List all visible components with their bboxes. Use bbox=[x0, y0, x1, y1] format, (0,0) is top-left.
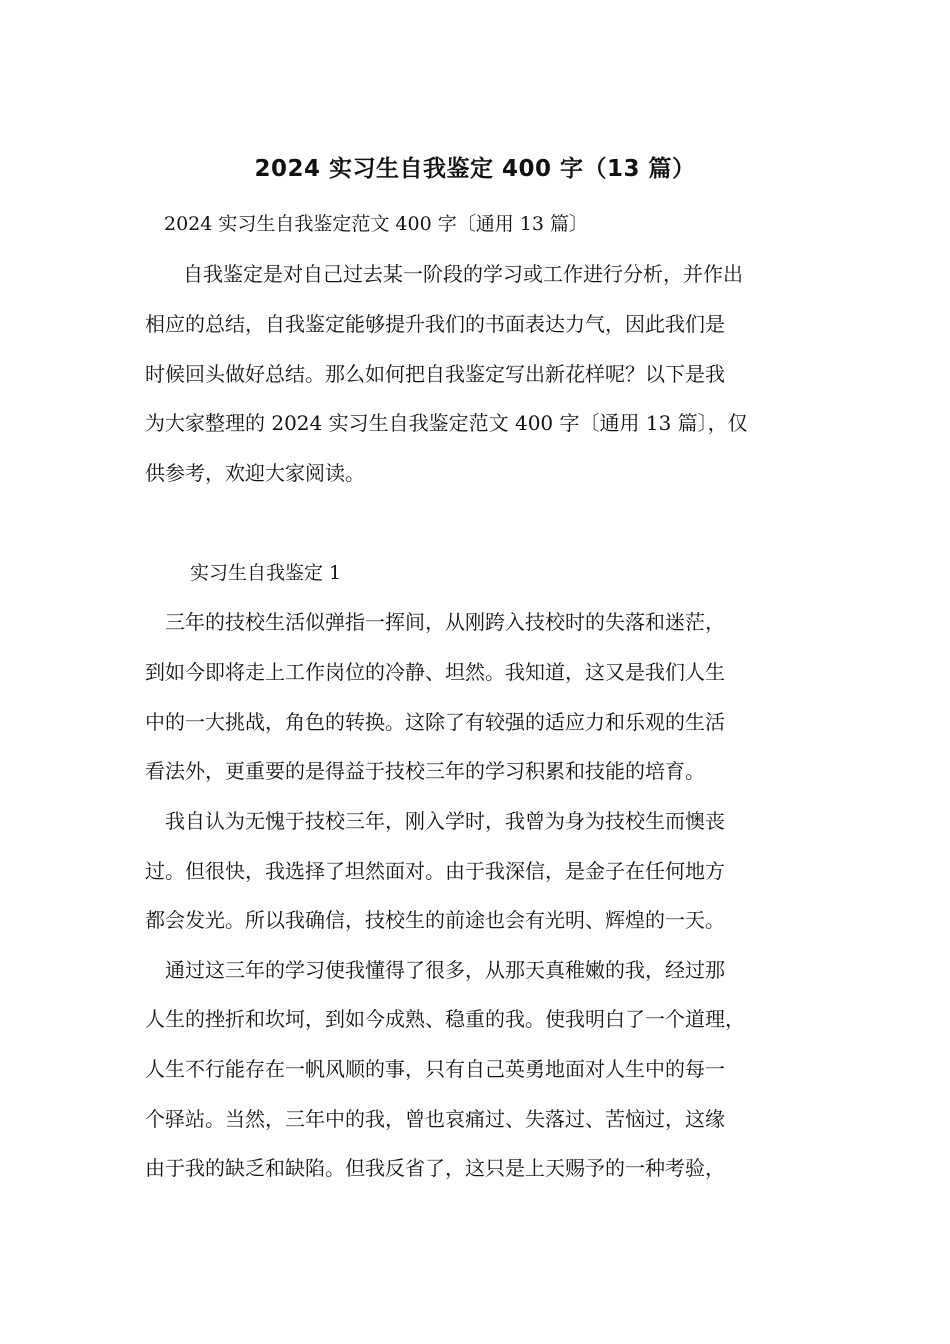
text-line: 由于我的缺乏和缺陷。但我反省了，这只是上天赐予的一种考验， bbox=[145, 1156, 725, 1180]
text-line: 相应的总结，自我鉴定能够提升我们的书面表达力气，因此我们是 bbox=[145, 312, 725, 336]
text-line: 到如今即将走上工作岗位的冷静、坦然。我知道，这又是我们人生 bbox=[145, 660, 725, 684]
text-line: 为大家整理的 2024 实习生自我鉴定范文 400 字〔通用 13 篇〕，仅 bbox=[145, 411, 748, 435]
text-line: 供参考，欢迎大家阅读。 bbox=[145, 461, 365, 485]
text-line: 中的一大挑战，角色的转换。这除了有较强的适应力和乐观的生活 bbox=[145, 710, 725, 734]
section-heading: 实习生自我鉴定 1 bbox=[190, 562, 342, 584]
text-line: 时候回头做好总结。那么如何把自我鉴定写出新花样呢？以下是我 bbox=[145, 362, 725, 386]
text-line: 三年的技校生活似弹指一挥间，从刚跨入技校时的失落和迷茫， bbox=[165, 610, 725, 634]
text-line: 人生的挫折和坎坷，到如今成熟、稳重的我。使我明白了一个道理， bbox=[145, 1007, 745, 1031]
text-line: 自我鉴定是对自己过去某一阶段的学习或工作进行分析，并作出 bbox=[183, 262, 743, 286]
text-line: 我自认为无愧于技校三年，刚入学时，我曾为身为技校生而懊丧 bbox=[165, 809, 725, 833]
document-subtitle: 2024 实习生自我鉴定范文 400 字〔通用 13 篇〕 bbox=[164, 213, 588, 235]
text-line: 人生不行能存在一帆风顺的事，只有自己英勇地面对人生中的每一 bbox=[145, 1057, 725, 1081]
text-line: 过。但很快，我选择了坦然面对。由于我深信，是金子在任何地方 bbox=[145, 859, 725, 883]
text-line: 都会发光。所以我确信，技校生的前途也会有光明、辉煌的一天。 bbox=[145, 908, 725, 932]
text-line: 通过这三年的学习使我懂得了很多，从那天真稚嫩的我，经过那 bbox=[165, 958, 725, 982]
text-line: 看法外，更重要的是得益于技校三年的学习积累和技能的培育。 bbox=[145, 759, 705, 783]
text-line: 个驿站。当然，三年中的我，曾也哀痛过、失落过、苦恼过，这缘 bbox=[145, 1107, 725, 1131]
page-title: 2024 实习生自我鉴定 400 字（13 篇） bbox=[254, 156, 696, 182]
